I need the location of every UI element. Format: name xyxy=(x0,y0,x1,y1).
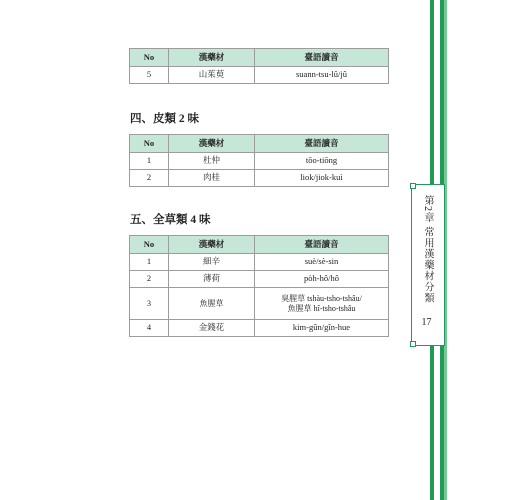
table-bark-herbs xyxy=(129,134,389,187)
cell-pron: liok/jiok-kuì xyxy=(255,170,389,187)
cell-name: 山茱萸 xyxy=(169,67,255,84)
tab-corner-notch xyxy=(410,183,416,189)
table-header-row xyxy=(130,49,389,67)
table-header-row xyxy=(130,236,389,254)
table-row xyxy=(130,153,389,170)
cell-name: 肉桂 xyxy=(169,170,255,187)
cell-no: 2 xyxy=(130,271,169,288)
header-no: No xyxy=(130,49,169,67)
cell-pron xyxy=(255,288,389,320)
page-number: 17 xyxy=(421,317,432,328)
table-row xyxy=(130,254,389,271)
header-name: 漢藥材 xyxy=(169,135,255,153)
cell-no: 5 xyxy=(130,67,169,84)
table-row xyxy=(130,67,389,84)
table-whole-herbs xyxy=(129,235,389,337)
header-name: 漢藥材 xyxy=(169,49,255,67)
cell-name: 杜仲 xyxy=(169,153,255,170)
cell-no: 4 xyxy=(130,320,169,337)
cell-pron: pòh-hô/hô xyxy=(255,271,389,288)
cell-name: 魚腥草 xyxy=(169,288,255,320)
cell-no: 3 xyxy=(130,288,169,320)
table-row xyxy=(130,320,389,337)
chapter-title: 第2章 常用漢藥材分類 xyxy=(422,195,433,304)
cell-pron: suann-tsu-lû/jû xyxy=(255,67,389,84)
pron-line: 魚腥草 hî-tsho-tshâu xyxy=(287,303,356,313)
cell-name: 薄荷 xyxy=(169,271,255,288)
cell-pron: tōo-tiōng xyxy=(255,153,389,170)
table-herbs-continued xyxy=(129,48,389,84)
cell-no: 2 xyxy=(130,170,169,187)
section-title-bark: 四、皮類 2 味 xyxy=(130,113,199,125)
cell-no: 1 xyxy=(130,153,169,170)
header-no: No xyxy=(130,236,169,254)
section-title-whole-herb: 五、全草類 4 味 xyxy=(130,214,211,226)
cell-pron: suè/sè-sin xyxy=(255,254,389,271)
header-pron: 臺語讀音 xyxy=(255,236,389,254)
tab-corner-notch xyxy=(410,341,416,347)
cell-no: 1 xyxy=(130,254,169,271)
pron-line: 臭腥草 tshàu-tsho-tshâu/ xyxy=(281,294,362,304)
table-header-row xyxy=(130,135,389,153)
cell-name: 細辛 xyxy=(169,254,255,271)
header-pron: 臺語讀音 xyxy=(255,49,389,67)
table-row xyxy=(130,271,389,288)
table-row xyxy=(130,288,389,320)
cell-pron: kim-gûn/gîn-hue xyxy=(255,320,389,337)
header-pron: 臺語讀音 xyxy=(255,135,389,153)
table-row xyxy=(130,170,389,187)
cell-name: 金錢花 xyxy=(169,320,255,337)
header-no: No xyxy=(130,135,169,153)
header-name: 漢藥材 xyxy=(169,236,255,254)
